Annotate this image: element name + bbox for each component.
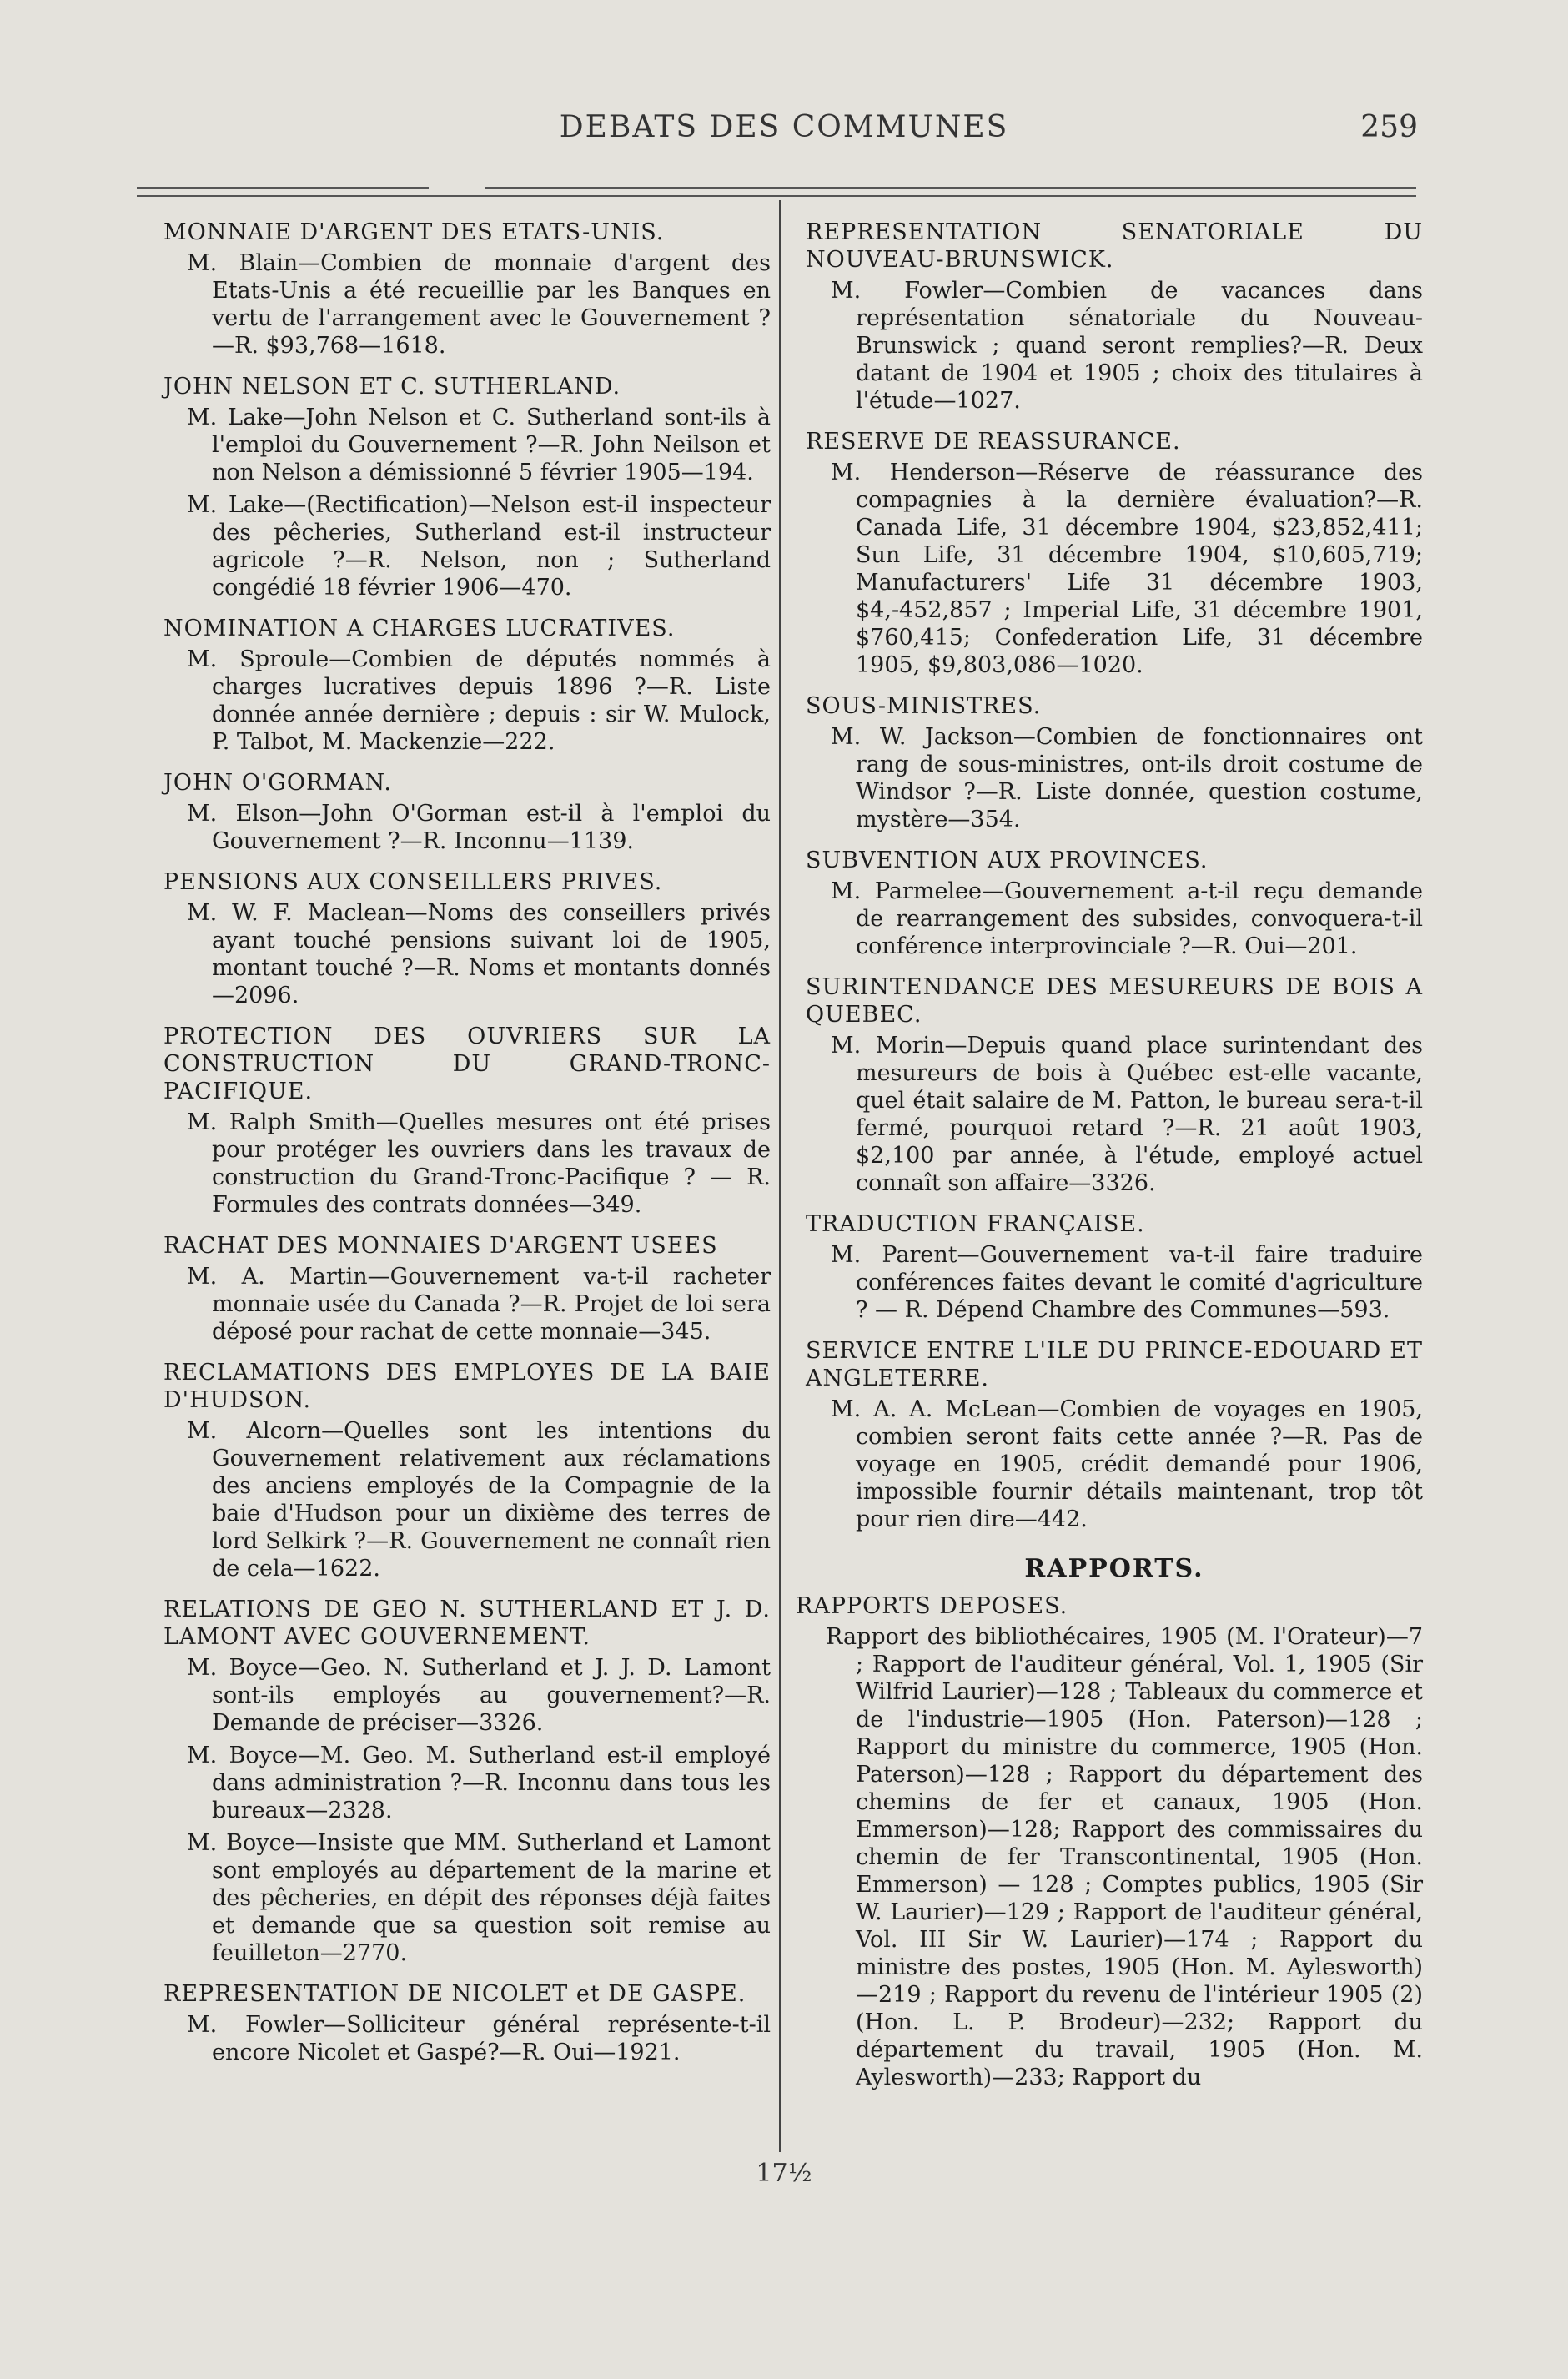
section (163, 1980, 771, 2066)
section-heading: SURINTENDANCE DES MESUREURS DE BOIS A QUEBEC. (806, 974, 1423, 1028)
section-heading: JOHN NELSON ET C. SUTHERLAND. (163, 374, 621, 400)
question-entry: M. Henderson—Réserve de réassurance des compagnies à la dernière évaluation?—R. Canada Life, 31 décembre 1904, $23,852,411; Sun Life, 31 décembre 1904, $10,605,719; Manufacturers' Life 31 décembre 1903, $4,-452,857 ; Imperial Life, 31 décembre 1901, $760,415; Confederation Life, 31 décembre 1905, $9,803,086—1020. (831, 460, 1423, 678)
question-entry: M. Boyce—Insiste que MM. Sutherland et Lamont sont employés au département de la marine et des pêcheries, en dépit des réponses déjà faites et demande que sa question soit remise au feuilleton—2770. (187, 1830, 771, 1966)
section-heading: REPRESENTATION DE NICOLET et DE GASPE. (163, 1981, 746, 2007)
column-divider (779, 200, 781, 2152)
section-heading: NOMINATION A CHARGES LUCRATIVES. (163, 616, 676, 641)
question-entry: M. Morin—Depuis quand place surintendant des mesureurs de bois à Québec est-elle vacante, quel était salaire de M. Patton, le bureau sera-t-il fermé, pourquoi retard ?—R. 21 août 1903, $2,100 par année, à l'étude, employé actuel connaît son affaire—3326. (831, 1033, 1423, 1196)
question-entry: M. Parmelee—Gouvernement a-t-il reçu demande de rearrangement des subsides, convoquera-t-il conférence interprovinciale ?—R. Oui—201. (831, 878, 1423, 959)
section-heading: RELATIONS DE GEO N. SUTHERLAND ET J. D. LAMONT AVEC GOUVERNEMENT. (163, 1597, 771, 1650)
rapports-subheading: RAPPORTS DEPOSES. (796, 1593, 1068, 1619)
question-entry: M. Fowler—Combien de vacances dans représentation sénatoriale du Nouveau-Brunswick ; quand seront remplies?—R. Deux datant de 1904 et 1905 ; choix des titulaires à l'étude—1027. (831, 278, 1423, 414)
rapports-text: Rapport des bibliothécaires, 1905 (M. l'Orateur)—7 ; Rapport de l'auditeur général, Vol. 1, 1905 (Sir Wilfrid Laurier)—128 ; Tableaux du commerce et de l'industrie—1905 (Hon. Paterson)—128 ; Rapport du ministre du commerce, 1905 (Hon. Paterson)—128 ; Rapport du département des chemins de fer et canaux, 1905 (Hon. Emmerson)—128; Rapport des commissaires du chemin de fer Transcontinental, 1905 (Hon. Emmerson) — 128 ; Comptes publics, 1905 (Sir W. Laurier)—129 ; Rapport de l'auditeur général, Vol. III Sir W. Laurier)—174 ; Rapport du ministre des postes, 1905 (Hon. M. Aylesworth)—219 ; Rapport du revenu de l'intérieur 1905 (2) (Hon. L. P. Brodeur)—232; Rapport du département du travail, 1905 (Hon. M. Aylesworth)—233; Rapport du (826, 1624, 1423, 2090)
right-sections (806, 219, 1423, 1533)
question-entry: M. Fowler—Solliciteur général représente-t-il encore Nicolet et Gaspé?—R. Oui—1921. (187, 2012, 771, 2065)
section-heading: RACHAT DES MONNAIES D'ARGENT USEES (163, 1233, 718, 1259)
section-heading: SERVICE ENTRE L'ILE DU PRINCE-EDOUARD ET ANGLETERRE. (806, 1338, 1423, 1391)
section (806, 219, 1423, 415)
page-number: 259 (1360, 110, 1418, 144)
section (163, 615, 771, 756)
section (806, 973, 1423, 1197)
question-entry: M. Alcorn—Quelles sont les intentions du Gouvernement relativement aux réclamations des anciens employés de la Compagnie de la baie d'Hudson pour un dixième des terres de lord Selkirk ?—R. Gouvernement ne connaît rien de cela—1622. (187, 1418, 771, 1582)
section-heading: PROTECTION DES OUVRIERS SUR LA CONSTRUCTION DU GRAND-TRONC-PACIFIQUE. (163, 1024, 771, 1104)
question-entry: M. Lake—(Rectification)—Nelson est-il inspecteur des pêcheries, Sutherland est-il instructeur agricole ?—R. Nelson, non ; Sutherland congédié 18 février 1906—470. (187, 492, 771, 601)
question-entry: M. A. Martin—Gouvernement va-t-il racheter monnaie usée du Canada ?—R. Projet de loi sera déposé pour rachat de cette monnaie—345. (187, 1264, 771, 1345)
section (163, 1359, 771, 1582)
question-entry: M. Boyce—Geo. N. Sutherland et J. J. D. Lamont sont-ils employés au gouvernement?—R. Demande de préciser—3326. (187, 1655, 771, 1736)
section-heading: REPRESENTATION SENATORIALE DU NOUVEAU-BRUNSWICK. (806, 219, 1423, 273)
question-entry: M. W. F. Maclean—Noms des conseillers privés ayant touché pensions suivant loi de 1905, montant touché ?—R. Noms et montants donnés—2096. (187, 900, 771, 1008)
section (163, 1232, 771, 1345)
section (163, 373, 771, 601)
section (163, 1023, 771, 1219)
section (806, 1337, 1423, 1533)
section-heading: SOUS-MINISTRES. (806, 693, 1042, 719)
rapports-title: RAPPORTS. (1024, 1554, 1204, 1583)
right-column (796, 219, 1423, 2096)
question-entry: M. Elson—John O'Gorman est-il à l'emploi du Gouvernement ?—R. Inconnu—1139. (187, 801, 771, 854)
section-heading: SUBVENTION AUX PROVINCES. (806, 847, 1209, 873)
page-signature: 17½ (756, 2159, 812, 2188)
left-column (163, 219, 771, 2080)
header-rule-left (137, 187, 429, 189)
section (163, 868, 771, 1009)
section (806, 847, 1423, 960)
question-entry: M. Lake—John Nelson et C. Sutherland sont-ils à l'emploi du Gouvernement ?—R. John Neilson et non Nelson a démissionné 5 février 1905—194. (187, 405, 771, 485)
section-heading: TRADUCTION FRANÇAISE. (806, 1211, 1145, 1237)
header-rule-lower (137, 195, 1416, 197)
section (163, 1596, 771, 1967)
section (806, 428, 1423, 679)
question-entry: M. W. Jackson—Combien de fonctionnaires ont rang de sous-ministres, ont-ils droit costume de Windsor ?—R. Liste donnée, question costume, mystère—354. (831, 724, 1423, 832)
section (163, 219, 771, 360)
question-entry: M. Parent—Gouvernement va-t-il faire traduire conférences faites devant le comité d'agriculture ? — R. Dépend Chambre des Communes—593. (831, 1242, 1423, 1323)
section-heading: MONNAIE D'ARGENT DES ETATS-UNIS. (163, 219, 665, 245)
header-rule-right (485, 187, 1416, 189)
question-entry: M. Sproule—Combien de députés nommés à charges lucratives depuis 1896 ?—R. Liste donnée année dernière ; depuis : sir W. Mulock, P. Talbot, M. Mackenzie—222. (187, 646, 771, 755)
section-heading: PENSIONS AUX CONSEILLERS PRIVES. (163, 869, 663, 895)
question-entry: M. Ralph Smith—Quelles mesures ont été prises pour protéger les ouvriers dans les travaux de construction du Grand-Tronc-Pacifique ? — R. Formules des contrats données—349. (187, 1109, 771, 1218)
section-heading: JOHN O'GORMAN. (163, 770, 392, 796)
section-heading: RECLAMATIONS DES EMPLOYES DE LA BAIE D'HUDSON. (163, 1360, 771, 1413)
section (806, 692, 1423, 833)
page-title: DEBATS DES COMMUNES (559, 110, 1009, 144)
question-entry: M. A. A. McLean—Combien de voyages en 1905, combien seront faits cette année ?—R. Pas de voyage en 1905, crédit demandé pour 1906, impossible fournir détails maintenant, trop tôt pour rien dire—442. (831, 1396, 1423, 1532)
page-header (0, 110, 1568, 152)
question-entry: M. Boyce—M. Geo. M. Sutherland est-il employé dans administration ?—R. Inconnu dans tous les bureaux—2328. (187, 1743, 771, 1823)
section (163, 769, 771, 855)
section-heading: RESERVE DE REASSURANCE. (806, 429, 1181, 455)
question-entry: M. Blain—Combien de monnaie d'argent des Etats-Unis a été recueillie par les Banques en vertu de l'arrangement avec le Gouvernement ?—R. $93,768—1618. (187, 250, 771, 359)
section (806, 1210, 1423, 1324)
